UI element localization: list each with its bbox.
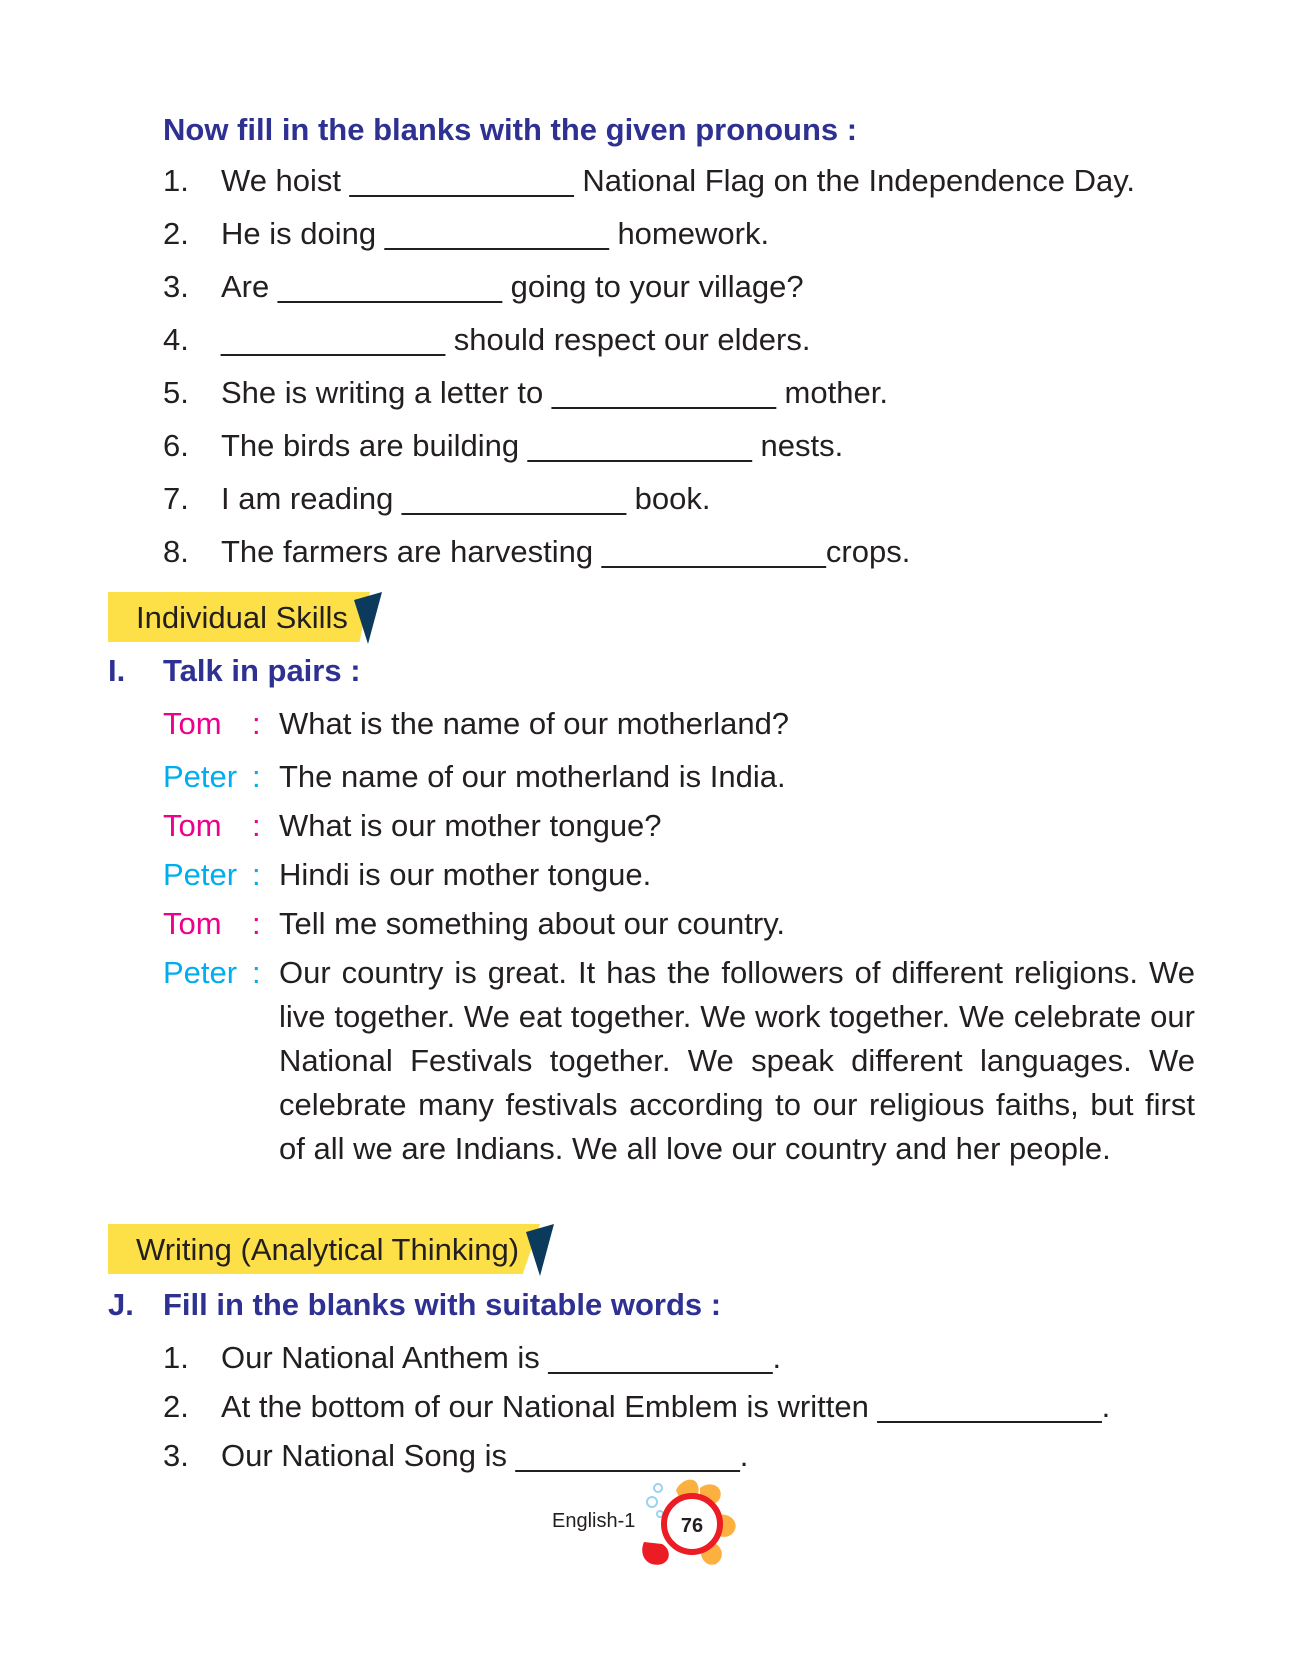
speech-text: Hindi is our mother tongue. xyxy=(279,857,652,892)
item-text: I am reading _____________ book. xyxy=(221,481,711,516)
item-text: The farmers are harvesting _____________crops. xyxy=(221,534,911,569)
item-number: 5. xyxy=(163,375,189,410)
banner-tab-icon xyxy=(526,1224,560,1276)
item-text: Our National Anthem is _____________. xyxy=(221,1340,782,1375)
individual-skills-banner xyxy=(108,592,388,642)
speaker-peter: Peter xyxy=(163,955,238,990)
speech-text: What is our mother tongue? xyxy=(279,808,662,843)
item-text: _____________ should respect our elders. xyxy=(221,322,811,357)
pronoun-exercise-heading: Now fill in the blanks with the given pronouns : xyxy=(163,112,858,147)
speech-text: What is the name of our motherland? xyxy=(279,706,790,741)
item-number: 6. xyxy=(163,428,189,463)
item-number: 3. xyxy=(163,1438,189,1473)
writing-banner xyxy=(108,1224,560,1274)
speaker-colon: : xyxy=(252,759,261,794)
item-text: Our National Song is _____________. xyxy=(221,1438,749,1473)
banner-tab-icon xyxy=(354,592,388,644)
item-text: We hoist _____________ National Flag on the Independence Day. xyxy=(221,163,1136,198)
banner-label: Writing (Analytical Thinking) xyxy=(136,1232,520,1267)
speaker-colon: : xyxy=(252,857,261,892)
section-letter: I. xyxy=(108,653,126,688)
speech-paragraph: Our country is great. It has the followers of different religions. We live together. We eat together. We work together. We celebrate our National Festivals together. We speak different languages. We celebrate many festivals according to our religious faiths, but first of all we are Indians. We all love our country and her people. xyxy=(279,955,1195,1166)
speaker-colon: : xyxy=(252,955,261,990)
item-number: 3. xyxy=(163,269,189,304)
speaker-colon: : xyxy=(252,906,261,941)
item-number: 2. xyxy=(163,216,189,251)
speaker-peter: Peter xyxy=(163,857,238,892)
item-number: 7. xyxy=(163,481,189,516)
speaker-tom: Tom xyxy=(163,906,222,941)
banner-label: Individual Skills xyxy=(136,600,348,635)
section-letter: J. xyxy=(108,1287,134,1322)
item-text: The birds are building _____________ nests. xyxy=(221,428,844,463)
speech-text: Tell me something about our country. xyxy=(279,906,786,941)
talk-in-pairs-heading: Talk in pairs : xyxy=(163,653,361,688)
speaker-colon: : xyxy=(252,706,261,741)
item-number: 1. xyxy=(163,163,189,198)
item-text: Are _____________ going to your village? xyxy=(221,269,804,304)
speaker-tom: Tom xyxy=(163,706,222,741)
item-number: 1. xyxy=(163,1340,189,1375)
item-number: 8. xyxy=(163,534,189,569)
fill-blanks-heading: Fill in the blanks with suitable words : xyxy=(163,1287,722,1322)
item-text: At the bottom of our National Emblem is written _____________. xyxy=(221,1389,1111,1424)
item-number: 2. xyxy=(163,1389,189,1424)
item-number: 4. xyxy=(163,322,189,357)
speaker-peter: Peter xyxy=(163,759,238,794)
page-badge xyxy=(636,1476,746,1568)
speech-text: The name of our motherland is India. xyxy=(279,759,786,794)
speaker-colon: : xyxy=(252,808,261,843)
page-number: 76 xyxy=(680,1515,704,1537)
book-title: English-1 xyxy=(552,1510,636,1532)
item-text: He is doing _____________ homework. xyxy=(221,216,770,251)
speaker-tom: Tom xyxy=(163,808,222,843)
item-text: She is writing a letter to _____________ mother. xyxy=(221,375,888,410)
